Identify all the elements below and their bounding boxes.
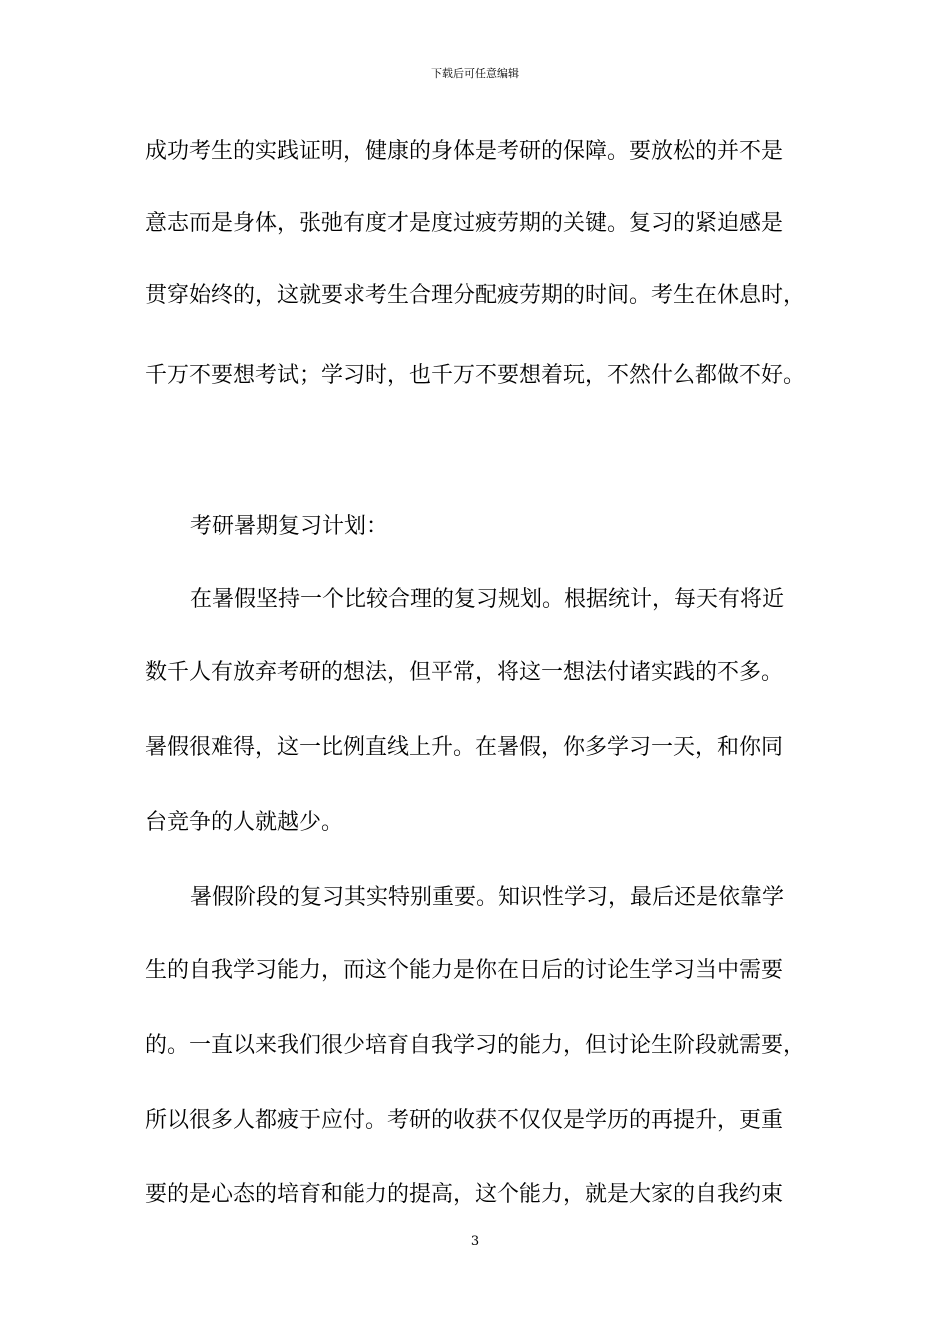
text-line: 的。一直以来我们很少培育自我学习的能力，但讨论生阶段就需要， [145,1033,806,1058]
text-line: 台竞争的人就越少。 [145,810,344,835]
text-line: 千万不要想考试；学习时，也千万不要想着玩，不然什么都做不好。 [145,363,806,388]
text-line: 暑假很难得，这一比例直线上升。在暑假，你多学习一天，和你同 [145,735,784,760]
text-line: 意志而是身体，张弛有度才是度过疲劳期的关键。复习的紧迫感是 [145,211,784,236]
text-line: 生的自我学习能力，而这个能力是你在日后的讨论生学习当中需要 [145,958,784,983]
text-line: 成功考生的实践证明，健康的身体是考研的保障。要放松的并不是 [145,139,784,164]
text-line: 要的是心态的培育和能力的提高，这个能力，就是大家的自我约束 [145,1182,784,1207]
text-line: 暑假阶段的复习其实特别重要。知识性学习，最后还是依靠学 [190,885,785,910]
text-line: 数千人有放弃考研的想法，但平常，将这一想法付诸实践的不多。 [145,660,784,685]
page-header: 下载后可任意编辑 [431,67,519,80]
text-line: 在暑假坚持一个比较合理的复习规划。根据统计，每天有将近 [190,587,785,612]
text-line: 贯穿始终的，这就要求考生合理分配疲劳期的时间。考生在休息时， [145,283,806,308]
section-heading: 考研暑期复习计划： [190,514,389,539]
page-number: 3 [470,1234,480,1249]
text-line: 所以很多人都疲于应付。考研的收获不仅仅是学历的再提升，更重 [145,1108,784,1133]
